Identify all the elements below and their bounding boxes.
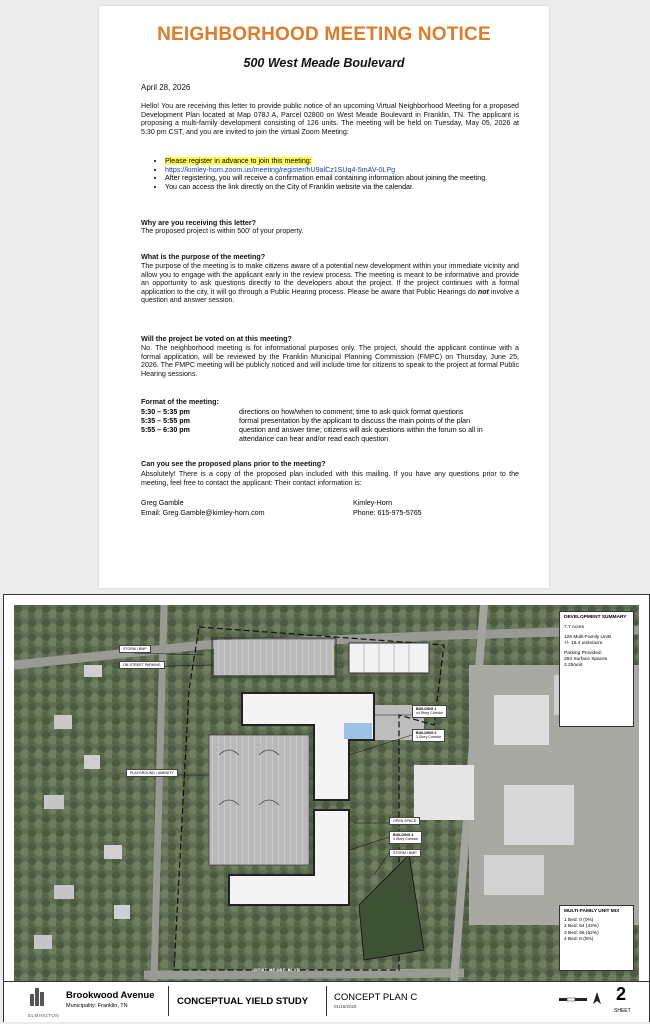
table-row: 4 Bed: 6 (5%) <box>564 936 594 942</box>
schedule-desc: formal presentation by the applicant to discuss the main points of the plan <box>239 417 471 425</box>
aerial-site-plan <box>14 605 639 981</box>
purpose-heading: What is the purpose of the meeting? <box>141 252 266 261</box>
schedule-row: 5:30 – 5:35 pm <box>141 408 190 416</box>
list-item: • Please register in advance to join this meeting: <box>165 157 519 166</box>
contact-company: Kimley-Horn <box>353 499 393 507</box>
sheet-number: 2 <box>616 984 627 1004</box>
site-plan-drawing <box>14 605 639 981</box>
project-name: Brookwood Avenue <box>66 990 155 1001</box>
unit-mix-table: MULTI-FAMILY UNIT MIX 1 Bed: 0 (0%) 2 Bed: 54 (43%) 3 Bed: 66 (52%) 4 Bed: 6 (5%) <box>559 905 634 971</box>
municipality: Municipality: Franklin, TN <box>66 1003 128 1009</box>
notice-title: NEIGHBORHOOD MEETING NOTICE <box>157 24 491 45</box>
vote-text: No. The neighborhood meeting is for informational purposes only. The project, should the applicant continue with a formal application, will be reviewed by the Franklin Municipal Planning Commission (FMPC) on Thursday, June 25, 2026. The FMPC meeting will be publicly noticed and will include time for citizens to speak to the project at formal Public Hearing sessions. <box>141 344 519 378</box>
registration-list <box>151 157 519 191</box>
study-title: CONCEPTUAL YIELD STUDY <box>177 996 309 1007</box>
divider <box>168 986 169 1016</box>
table-row: 3 Bed: 66 (52%) <box>564 930 599 936</box>
storm-bmp-callout: STORM / BMP <box>119 645 151 653</box>
elmington-logo: ELMINGTON <box>28 986 59 1018</box>
vote-heading: Will the project be voted on at this meeting? <box>141 334 292 343</box>
divider <box>326 986 327 1016</box>
building-logo-icon <box>28 986 46 1008</box>
why-heading: Why are you receiving this letter? <box>141 218 257 227</box>
concept-plan-label: CONCEPT PLAN C <box>334 992 418 1003</box>
plans-heading: Can you see the proposed plans prior to the meeting? <box>141 459 326 468</box>
contact-email[interactable]: Email: Greg.Gamble@kimley-horn.com <box>141 509 265 517</box>
list-item: • You can access the link directly on the City of Franklin website via the calendar. <box>165 183 519 192</box>
registration-link[interactable]: • https://kimley-horn.zoom.us/meeting/register/hU9alCz1SUq4-5mAV-0LPg <box>165 166 519 175</box>
purpose-text: The purpose of the meeting is to make citizens aware of a potential new development within your immediate vicinity and allow you to engage with the applicant early in the review process. The meeting is meant to be informative and provide an opportunity to ask questions directly to the developers about the project. If the project continues with a formal application to the city, it will go through a Public Hearing process. Please be aware that Public Hearings do not involve a question and answer session. <box>141 262 520 305</box>
schedule-desc: directions on how/when to comment; time to ask quick format questions <box>239 408 464 416</box>
why-text: The proposed project is within 500' of your property. <box>141 227 304 235</box>
table-row: 2 Bed: 54 (43%) <box>564 924 599 930</box>
scale-bar <box>559 992 589 1010</box>
storm-bmp-callout-2: STORM / BMP <box>389 849 421 857</box>
table-row: 1 Bed: 0 (0%) <box>564 918 594 924</box>
format-heading: Format of the meeting: <box>141 397 219 406</box>
title-block <box>4 981 649 1022</box>
schedule-desc: question and answer time; citizens will ask questions within the forum so all in attendance can hear and/or read each question <box>239 426 483 443</box>
list-item: • After registering, you will receive a confirmation email containing information about joining the meeting. <box>165 174 519 183</box>
schedule-row: 5:55 – 6:30 pm <box>141 426 190 434</box>
development-summary: DEVELOPMENT SUMMARY 7.7 Acres 126 Multi-Family Units +/- 16.4 units/acre Parking Provided: 264 Surface Spaces 2.25/unit <box>559 611 634 727</box>
scale-bar-icon <box>559 995 589 1005</box>
north-arrow-icon <box>592 992 602 1011</box>
building-3-callout: BUILDING 3 3 Story Corridor <box>389 831 422 844</box>
on-street-parking-callout: ON-STREET PARKING <box>119 661 165 669</box>
building-1-callout: BUILDING 1 x4 Story Corridor <box>412 705 447 718</box>
contact-phone: Phone: 615-975-5765 <box>353 509 422 517</box>
street-label: WEST MEADE BLVD <box>254 967 301 972</box>
playground-callout: PLAYGROUND / AMENITY <box>126 769 178 777</box>
concept-plan-sheet <box>3 594 650 1022</box>
contact-name: Greg Gamble <box>141 499 184 507</box>
notice-letter <box>99 6 549 588</box>
intro-paragraph: Hello! You are receiving this letter to provide public notice of an upcoming Virtual Neighborhood Meeting for a proposed Development Plan located at Map 078J A, Parcel 02800 on West Meade Boulevard in Franklin, TN. The applicant is proposing a multi-family development consisting of 126 units. The meeting will be held on Tuesday, May 05, 2026 at 5:30 pm CST, and you are invited to join the virtual Zoom Meeting: <box>141 102 519 136</box>
concept-date: 01/16/2026 <box>334 1004 357 1009</box>
notice-address: 500 West Meade Boulevard <box>243 56 405 70</box>
schedule-row: 5:35 – 5:55 pm <box>141 417 190 425</box>
open-space-callout: OPEN SPACE <box>389 817 420 825</box>
building-2-callout: BUILDING 2 3 Story Corridor <box>412 729 445 742</box>
notice-date: April 28, 2026 <box>141 83 191 92</box>
plans-text: Absolutely! There is a copy of the proposed plan included with this mailing. If you have any questions prior to the meeting, feel free to contact the applicant: Their contact information is: <box>141 470 519 487</box>
sheet-label: SHEET <box>614 1008 631 1014</box>
